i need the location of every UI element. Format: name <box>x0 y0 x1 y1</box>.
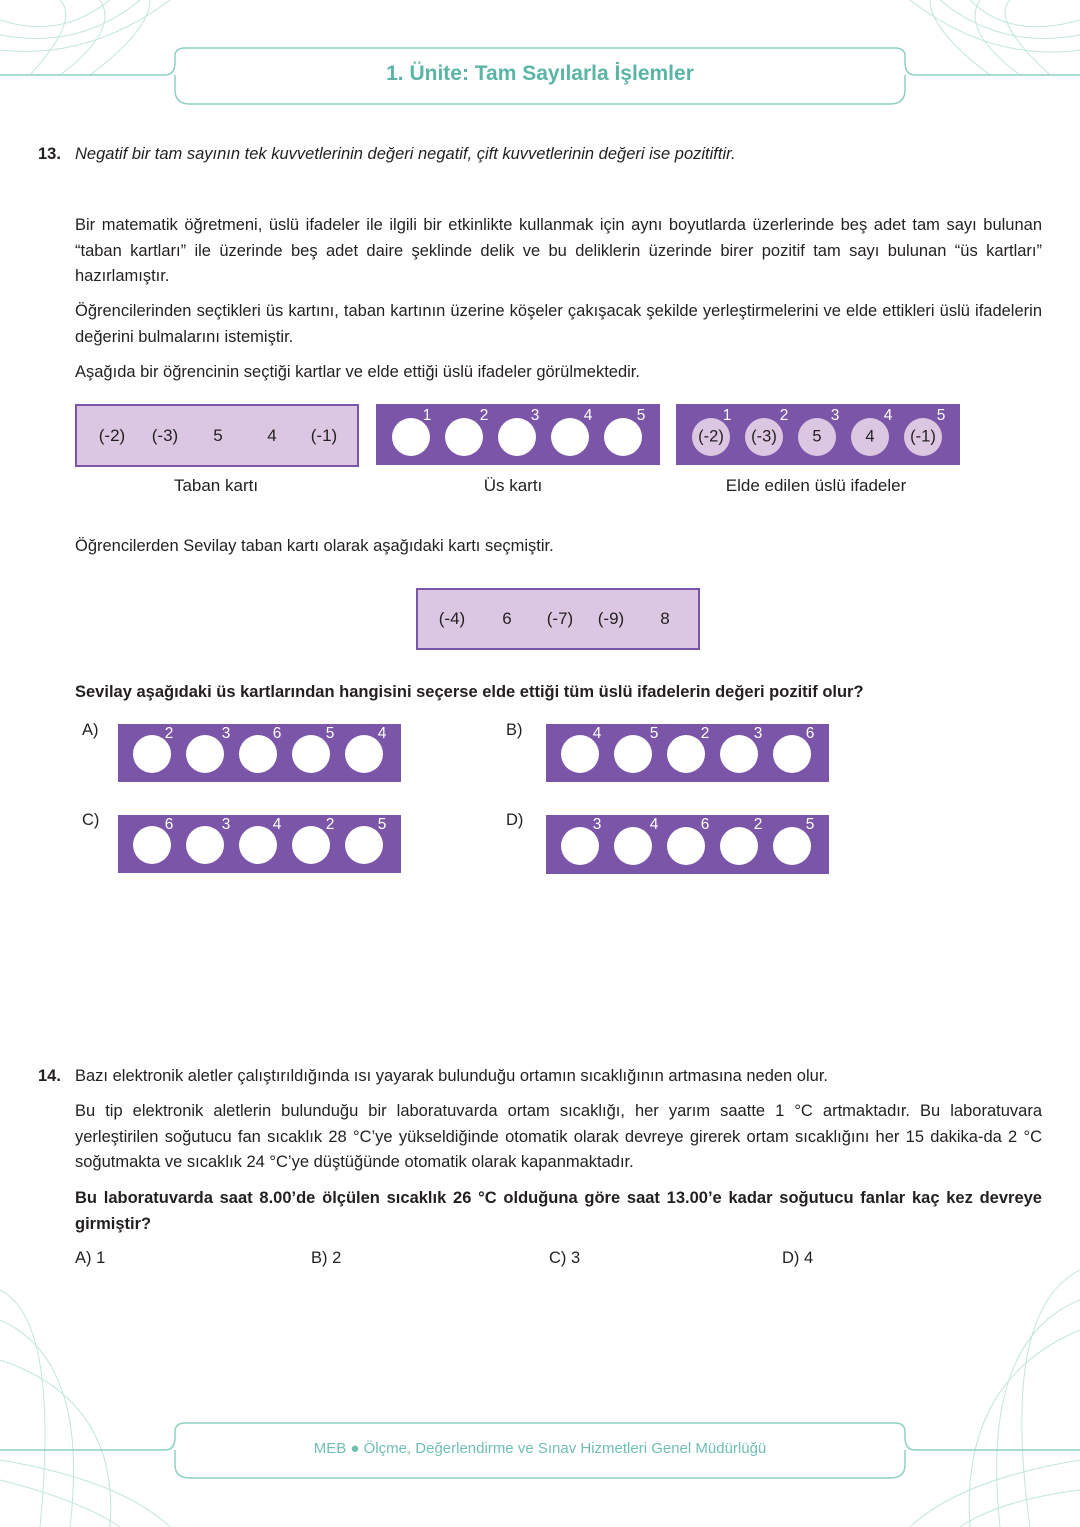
base-value: 8 <box>660 609 670 628</box>
option-d-label: D) <box>506 811 524 829</box>
card-hole <box>239 735 277 773</box>
exponent-number: 2 <box>479 407 489 424</box>
unit-title: 1. Ünite: Tam Sayılarla İşlemler <box>386 62 694 85</box>
question-13-prompt: Sevilay aşağıdaki üs kartlarından hangisini seçerse elde ettiği tüm üslü ifadelerin değeri pozitif olur? <box>75 683 864 701</box>
caption-result-card: Elde edilen üslü ifadeler <box>725 476 907 495</box>
card-hole <box>292 735 330 773</box>
base-value: (-7) <box>546 609 574 628</box>
exponent-number: 2 <box>753 816 763 833</box>
card-hole <box>720 827 758 865</box>
exponent-number: 6 <box>272 725 282 742</box>
exponent-number: 6 <box>700 816 710 833</box>
exponent-number: 4 <box>272 816 282 833</box>
result-hole: 4 <box>851 418 889 456</box>
option-c-card[interactable] <box>118 815 401 873</box>
answer-b[interactable]: B) 2 <box>311 1249 342 1267</box>
question-13-number: 13. <box>38 145 61 163</box>
option-c-label: C) <box>82 811 100 829</box>
exponent-number: 3 <box>592 816 602 833</box>
base-value: 4 <box>267 425 277 445</box>
base-value: (-2) <box>98 425 126 445</box>
footer-text: MEB ● Ölçme, Değerlendirme ve Sınav Hizmetleri Genel Müdürlüğü <box>313 1440 767 1457</box>
exponent-number: 5 <box>636 407 646 424</box>
card-hole <box>667 735 705 773</box>
exponent-number: 6 <box>164 816 174 833</box>
exponent-number: 3 <box>221 725 231 742</box>
exponent-number: 2 <box>164 725 174 742</box>
exponent-number: 5 <box>649 725 659 742</box>
question-13-paragraph-2: Öğrencilerinden seçtikleri üs kartını, taban kartının üzerine köşeler çakışacak şekilde yerleştirmelerini ve elde ettikleri üslü ifadelerin değerini bulmalarını istemiştir. <box>75 302 1042 346</box>
question-13-paragraph-3: Aşağıda bir öğrencinin seçtiği kartlar ve elde ettiği üslü ifadeler görülmektedir. <box>75 363 640 381</box>
base-value: 6 <box>502 609 512 628</box>
result-hole: (-2) <box>692 418 730 456</box>
question-14-paragraph-2: Bu tip elektronik aletlerin bulunduğu bir laboratuvarda ortam sıcaklığı, her yarım saatte 1 °C artmaktadır. Bu laboratuvara yerleştirilen soğutucu fan sıcaklık 28 °C’ye yükseldiğinde otomatik olarak devreye girerek ortam sıcaklığını her 15 dakika-da 2 °C soğutmakta ve sıcaklık 24 °C’ye düştüğünde otomatik olarak kapanmaktadır. <box>75 1102 1042 1171</box>
exponent-number: 1 <box>722 407 732 424</box>
option-b-card[interactable] <box>546 724 829 782</box>
exponent-number: 4 <box>649 816 659 833</box>
caption-exponent-card: Üs kartı <box>483 476 543 495</box>
example-exponent-card <box>376 404 660 465</box>
exponent-number: 5 <box>325 725 335 742</box>
card-hole <box>614 827 652 865</box>
exponent-number: 3 <box>830 407 840 424</box>
card-hole <box>667 827 705 865</box>
option-b-label: B) <box>506 721 523 739</box>
card-hole <box>445 418 483 456</box>
option-a-label: A) <box>82 721 99 739</box>
answer-c[interactable]: C) 3 <box>549 1249 581 1267</box>
exponent-number: 3 <box>221 816 231 833</box>
exponent-number: 5 <box>936 407 946 424</box>
base-value: (-3) <box>151 425 179 445</box>
result-hole: (-3) <box>745 418 783 456</box>
example-result-card <box>676 404 960 465</box>
question-13-paragraph-1: Bir matematik öğretmeni, üslü ifadeler ile ilgili bir etkinlikte kullanmak için aynı boyutlarda üzerlerinde beş adet tam sayı bulunan “taban kartları” ile üzerinde beş adet daire şeklinde delik ve bu deliklerin üzerinde birer pozitif tam sayı bulunan “üs kartları” hazırlamıştır. <box>75 216 1042 285</box>
exponent-number: 4 <box>583 407 593 424</box>
answer-d[interactable]: D) 4 <box>782 1249 814 1267</box>
base-value: 5 <box>213 425 223 445</box>
card-hole <box>186 826 224 864</box>
question-13-intro: Negatif bir tam sayının tek kuvvetlerinin değeri negatif, çift kuvvetlerinin değeri ise pozitiftir. <box>75 145 736 163</box>
exponent-number: 2 <box>779 407 789 424</box>
exponent-number: 3 <box>753 725 763 742</box>
exponent-number: 4 <box>883 407 893 424</box>
base-value: (-9) <box>597 609 625 628</box>
caption-base-card: Taban kartı <box>173 476 259 495</box>
card-hole <box>239 826 277 864</box>
answer-a[interactable]: A) 1 <box>75 1249 106 1267</box>
option-d-card[interactable] <box>546 815 829 874</box>
exponent-number: 6 <box>805 725 815 742</box>
exponent-number: 2 <box>700 725 710 742</box>
base-value: (-1) <box>310 425 338 445</box>
example-base-card <box>75 404 359 467</box>
exponent-number: 5 <box>377 816 387 833</box>
exponent-number: 1 <box>422 407 432 424</box>
exponent-number: 3 <box>530 407 540 424</box>
sevilay-base-card <box>416 588 700 650</box>
question-14-number: 14. <box>38 1067 61 1085</box>
question-14-prompt: Bu laboratuvarda saat 8.00’de ölçülen sıcaklık 26 °C olduğuna göre saat 13.00’e kadar soğutucu fanlar kaç kez devreye girmiştir? <box>75 1189 1042 1233</box>
card-hole <box>720 735 758 773</box>
question-14-paragraph-1: Bazı elektronik aletler çalıştırıldığında ısı yayarak bulunduğu ortamın sıcaklığının artmasına neden olur. <box>75 1067 828 1085</box>
exponent-number: 4 <box>592 725 602 742</box>
option-a-card[interactable] <box>118 724 401 782</box>
exponent-number: 5 <box>805 816 815 833</box>
base-value: (-4) <box>438 609 466 628</box>
card-hole <box>186 735 224 773</box>
result-hole: 5 <box>798 418 836 456</box>
question-13-paragraph-4: Öğrencilerden Sevilay taban kartı olarak aşağıdaki kartı seçmiştir. <box>75 537 554 555</box>
card-hole <box>614 735 652 773</box>
card-hole <box>292 826 330 864</box>
exponent-number: 2 <box>325 816 335 833</box>
exponent-number: 4 <box>377 725 387 742</box>
result-hole: (-1) <box>904 418 942 456</box>
